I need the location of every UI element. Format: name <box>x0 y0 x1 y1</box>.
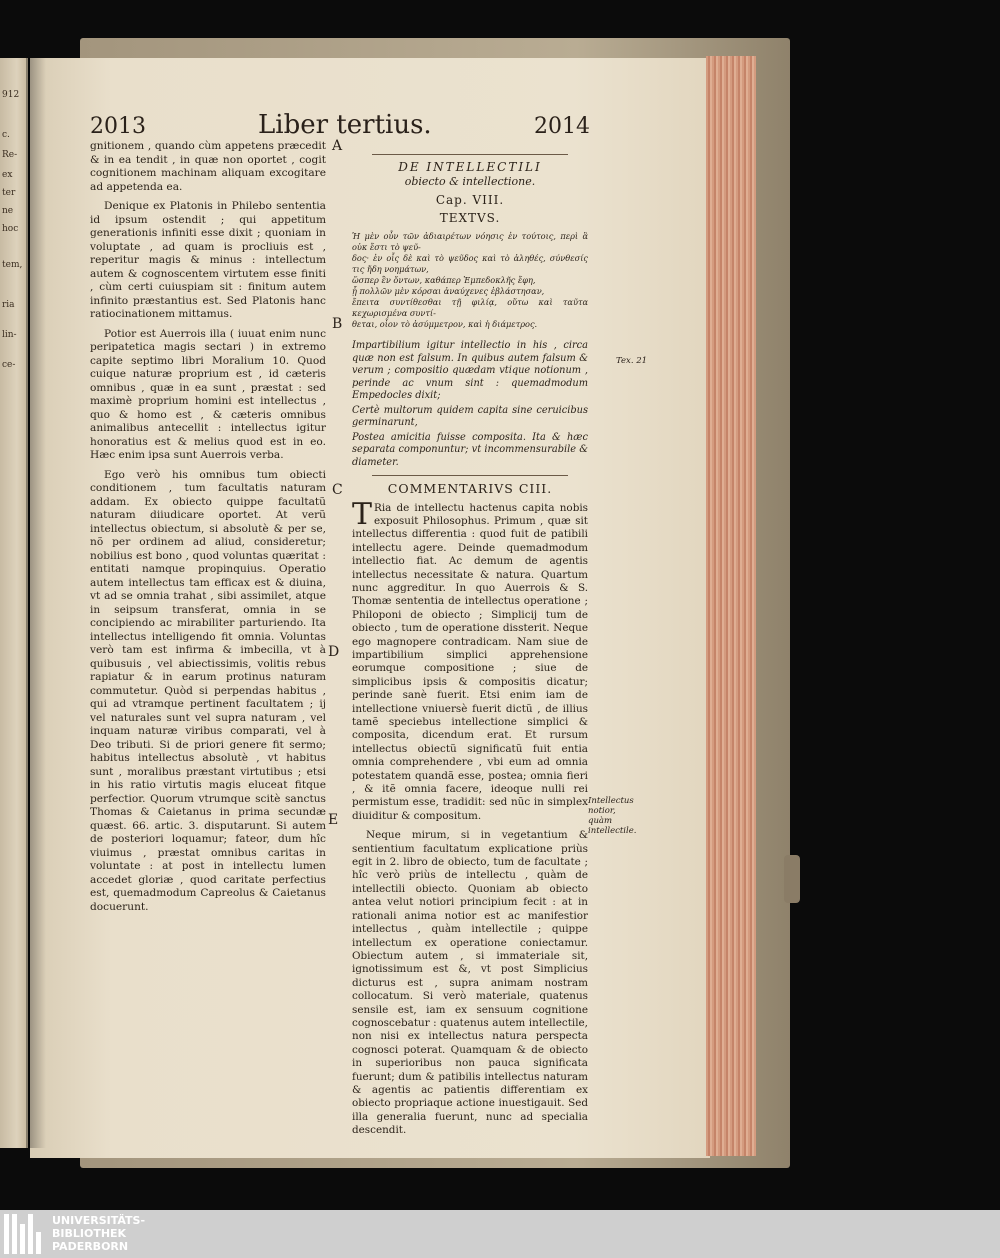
greek-line: ὥσπερ ἓν ὄντων, καθάπερ Ἐμπεδοκλῆς ἔφη, <box>352 275 536 285</box>
paragraph: gnitionem , quando cùm appetens præcedit & in ea tendit , in quæ non oportet , cogit cognitionem machinam aliquam excogitare ad appetenda ea. <box>90 140 326 193</box>
paragraph: Ego verò his omnibus tum obiecti conditionem , tum facultatis naturam addam. Ex obiecto quippe facultatũ naturam diiudicare oportet. At verũ intellectus obiectum, si absolutè & per se, nõ per ordinem ad aliud, consideretur; nobilius est bono , quod voluntas quæritat : entitati namque propinquius. Operatio autem intellectus tam efficax est & diuina, vt ad se omnia trahat , sibi assimilet, atque in seipsum transferat, omnia in se concipiendo ac mirabiliter parturiendo. Ita intellectus intelligendo fit omnia. Voluntas verò tam est infirma & imbecilla, vt à quibusuis , vel abiectissimis, volitis rebus rapiatur & in earum protinus naturam commutetur. Quòd si perpendas habitus , qui ad vtramque pertinent facultatem ; ij vel naturales sunt vel supra naturam , vel inquam naturæ viribus comparati, vel à Deo tributi. Si de priori genere fit sermo; habitus intellectus absolutè , vt habitus sunt , moralibus præstant virtutibus ; etsi in his ratio virtutis magis eluceat fitque perfectior. Quorum vtrumque scitè sanctus Thomas & Caietanus in prima secundæ quæst. 66. artic. 3. disputarunt. Si autem de posteriori loquamur; fateor, dum hîc viuimus , præstat omnibus caritas in voluntate : at post in intellectu lumen accedet gloriæ , quod caritate perfectius est, quemadmodum Capreolus & Caietanus docuerunt. <box>90 468 326 913</box>
margin-letter-b: B <box>332 316 343 332</box>
gutter-shadow <box>26 58 46 1148</box>
latin-line: Impartibilium igitur intellectio in his , circa quæ non est falsum. In quibus autem falsum & verum ; compositio quædam vtique notionum , perinde ac vnum sint : quemadmodum Empedocles dixit; <box>352 340 588 401</box>
margin-letter-e: E <box>328 812 339 828</box>
right-text-column <box>352 148 588 1144</box>
margin-note-tex: Tex. 21 <box>616 356 648 366</box>
commentary-heading: COMMENTARIVS CIII. <box>387 481 553 496</box>
divider <box>372 154 568 155</box>
left-text-column <box>90 140 326 920</box>
library-name-line: PADERBORN <box>52 1240 129 1253</box>
book-clasp <box>784 855 800 903</box>
page-number-left: 2013 <box>90 114 146 139</box>
left-page-fragment: lin- <box>2 330 17 340</box>
library-footer <box>0 1210 1000 1258</box>
running-title: Liber tertius. <box>258 110 432 140</box>
commentary-paragraph: Neque mirum, si in vegetantium & sentientium facultatum explicatione priùs egit in 2. libro de obiecto, tum de facultate ; hîc verò priùs de intellectu , quàm de intellectili obiecto. Quoniam ab obiecto antea velut notiori principium fecit : at in rationali anima notior est ac manifestior intellectus , quàm intellectile ; quippe intellectum ex operatione coniectamur. Obiectum autem , si immateriale sit, ignotissimum est &, vt post Simplicius dicturus est , supra animam nostram collocatum. Si verò materiale, quatenus sensile est, iam ex sensuum cognitione cognoscebatur : quatenus autem intellectile, non nisi ex intellectus natura perspecta cognosci poterat. Quamquam & de obiecto in superioribus non pauca significata fuerunt; dum & patibilis intellectus naturam & agentis ac patientis differentiam ex obiecto propriaque actione inuestigauit. Sed illa generalia fuerunt, nunc ad specialia descendit. <box>352 829 588 1137</box>
textus-label: TEXTVS. <box>439 210 501 225</box>
greek-line: Ἡ μὲν οὖν τῶν ἀδιαιρέτων νόησις ἐν τούτοις, περὶ ἃ οὐκ ἔστι τὸ ψεῦ- <box>352 231 588 252</box>
greek-text <box>352 231 588 330</box>
drop-cap: T <box>352 496 373 532</box>
section-heading: DE INTELLECTILI <box>398 160 542 174</box>
left-page-fragment: Re- <box>2 150 18 160</box>
fore-edge <box>706 56 756 1156</box>
library-name-line: UNIVERSITÄTS- <box>52 1214 146 1227</box>
commentary-paragraph: Ria de intellectu hactenus capita nobis exposuit Philosophus. Primum , quæ sit intellectus differentia : quod fuit de patibili intellectu agere. Deinde quemadmodum intellectio fiat. Ac demum de agentis intellectus necessitate & natura. Quartum nunc aggreditur. In quo Auerrois & S. Thomæ sententia de intellectus operatione ; Philoponi de obiecto ; Simplicij tum de obiecto , tum de operatione dissterit. Neque ego magnopere contradicam. Nam siue de impartibilium simplici apprehensione eorumque compositione ; siue de simplicibus ipsis & compositis dicatur; perinde sanè fuerit. Etsi enim iam de intellectione vniuersè fuerit dictũ , de illius tamẽ speciebus intellectione simplici & composita, dicendum erat. Et rursum intellectus obiectũ significatũ fuit entia omnia comprehendere , vbi eum ad omnia potestatem quandã esse, postea; omnia fieri , & itẽ omnia facere, ideoque nulli rei permistum esse, tradidit: sed nũc in simplex diuiditur & compositum. <box>352 501 588 822</box>
greek-line: θεται, οἷον τὸ ἀσύμμετρον, καὶ ἡ διάμετρος. <box>352 319 538 329</box>
left-page-fragment: hoc <box>2 224 19 234</box>
book-page <box>30 58 710 1158</box>
left-page-fragment: tem, <box>2 260 23 270</box>
left-page-fragment: 912 <box>2 90 20 100</box>
left-page-fragment: ex <box>2 170 13 180</box>
paragraph: Denique ex Platonis in Philebo sententia id ipsum ostendit ; qui appetitum generationis infiniti esse dixit ; quoniam in voluptate , ad quam is procliuis est , reperitur magis & minus : intellectum autem & cognoscentem virtutem esse finiti , cùm certi cuiuspiam sit : finitum autem infinito præstantius est. Sed Platonis hanc ratiocinationem mittamus. <box>90 200 326 320</box>
margin-letter-d: D <box>328 644 340 660</box>
latin-line: Certè multorum quidem capita sine ceruicibus germinarunt, <box>352 404 588 428</box>
chapter-label: Cap. VIII. <box>435 193 505 207</box>
library-name <box>52 1214 145 1253</box>
left-page-fragment: ne <box>2 206 14 216</box>
left-page-fragment: ria <box>2 300 15 310</box>
margin-letter-c: C <box>332 482 343 498</box>
left-page-fragment: ter <box>2 188 16 198</box>
greek-line: δος· ἐν οἷς δὲ καὶ τὸ ψεῦδος καὶ τὸ ἀληθές, σύνθεσίς τις ἤδη νοημάτων, <box>352 253 588 274</box>
left-page-fragment: ce- <box>2 360 16 370</box>
library-name-line: BIBLIOTHEK <box>52 1227 127 1240</box>
section-subheading: obiecto & intellectione. <box>404 174 536 188</box>
page-number-right: 2014 <box>534 114 590 139</box>
margin-note-intellectus: Intellectus notior, quàm intellectile. <box>588 796 637 836</box>
greek-line: ᾗ πολλῶν μὲν κόρσαι ἀναύχενες ἐβλάστησαν, <box>352 286 545 296</box>
previous-page-edge <box>0 58 28 1148</box>
latin-text <box>352 340 588 469</box>
paragraph: Potior est Auerrois illa ( iuuat enim nunc peripatetica magis sectari ) in extremo capite septimo libri Moralium 10. Quod cuique naturæ proprium est , id cæteris omnibus , quæ in ea sunt , præstat : sed maximè proprium homini est intellectus , quo & homo est , & cæteris omnibus animalibus antecellit : intellectus igitur honoratius est & melius quod est in eo. Hæc enim ipsa sunt Auerrois verba. <box>90 327 326 461</box>
margin-letter-a: A <box>332 138 343 154</box>
divider <box>372 475 568 476</box>
latin-line: Postea amicitia fuisse composita. Ita & hæc separata componuntur; vt incommensurabile & diameter. <box>352 431 588 468</box>
left-page-fragment: c. <box>2 130 10 140</box>
library-logo-icon <box>4 1214 44 1254</box>
greek-line: ἔπειτα συντίθεσθαι τῇ φιλίᾳ, οὕτω καὶ ταῦτα κεχωρισμένα συντί- <box>352 297 588 318</box>
